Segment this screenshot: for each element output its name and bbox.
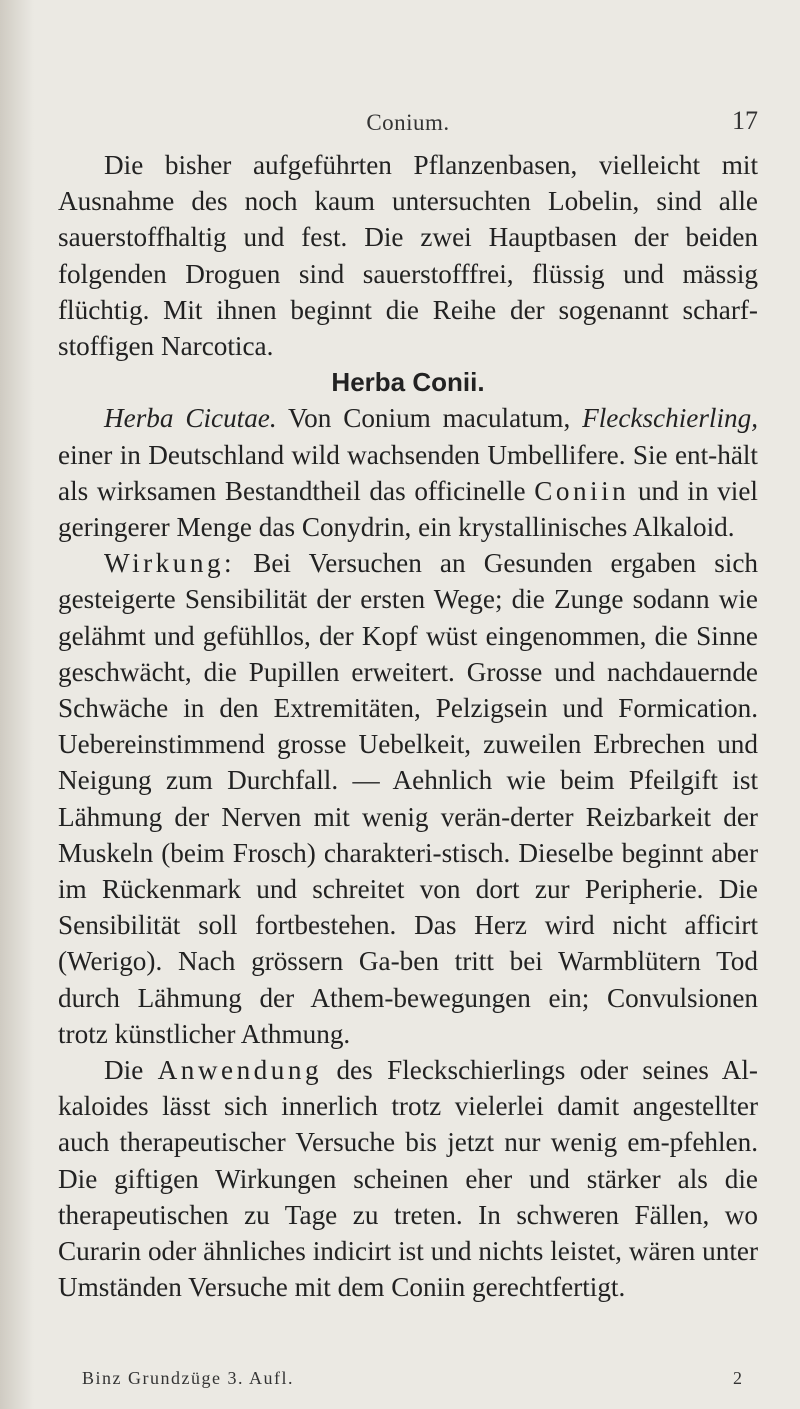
running-head: Conium. bbox=[366, 110, 450, 135]
page-footer bbox=[82, 1368, 742, 1392]
latin-name: Herba Cicutae. bbox=[104, 403, 277, 434]
effect-text: Bei Versuchen an Gesunden ergaben sich gesteigerte Sensibilität der ersten Wege; die Zunge sodann wie gelähmt und gefühllos, der Kopf wüst eingenommen, die Sinne geschwächt, die Pupillen erweitert. Grosse und nachdauernde Schwäche in den Extremitäten, Pelzigsein und Formication. Uebereinstimmend grosse Uebelkeit, zuweilen Erbrechen und Neigung zum Durchfall. — Aehnlich wie beim Pfeilgift ist Lähmung der Nerven mit wenig verän-derter Reizbarkeit der Muskeln (beim Frosch) charakteri-stisch. Dieselbe beginnt aber im Rückenmark und schreitet von dort zur Peripherie. Die Sensibilität soll fortbestehen. Das Herz wird nicht afficirt (Werigo). Nach grössern Ga-ben tritt bei Warmblütern Tod durch Lähmung der Athem-bewegungen ein; Convulsionen trotz künstlicher Athmung. bbox=[58, 548, 758, 1049]
section-title: Herba Conii. bbox=[331, 367, 485, 398]
effect-lead: Wirkung: bbox=[104, 548, 236, 579]
page-edge-shadow bbox=[0, 0, 34, 1409]
description-paragraph bbox=[58, 400, 758, 545]
intro-paragraph: Die bisher aufgeführten Pflanzenbasen, vielleicht mit Ausnahme des noch kaum untersuchten Lobelin, sind alle sauerstoffhaltig und fest. Die zwei Hauptbasen der beiden folgenden Droguen sind sauerstofffrei, flüssig und mässig flüchtig. Mit ihnen beginnt die Reihe der sogenannt scharf-stoffigen Narcotica. bbox=[58, 150, 758, 362]
page-number: 17 bbox=[732, 106, 758, 135]
description-text-3: und in viel geringerer Menge das Conydrin, ein krystallinisches Alkaloid. bbox=[58, 475, 758, 543]
page-body bbox=[58, 147, 758, 1306]
page-header bbox=[58, 106, 758, 142]
description-text-2: einer in Deutschland wild wachsenden Umbellifere. Sie ent-hält als wirksamen Bestandtheil das officinelle bbox=[58, 439, 758, 506]
common-name: Fleckschierling, bbox=[582, 403, 758, 434]
coniin-term: Coniin bbox=[534, 475, 630, 506]
printer-signature: Binz Grundzüge 3. Aufl. bbox=[82, 1368, 294, 1388]
application-text-1: Die bbox=[104, 1055, 158, 1086]
application-text-2: des Fleckschierlings oder seines Al-kaloides lässt sich innerlich trotz vielerlei damit angestellter auch therapeutischer Versuche bis jetzt nur wenig em-pfehlen. Die giftigen Wirkungen scheinen eher und stärker als die therapeutischen zu Tage zu treten. In schweren Fällen, wo Curarin oder ähnliches indicirt ist und nichts leistet, wären unter Umständen Versuche mit dem Coniin gerechtfertigt. bbox=[58, 1055, 758, 1303]
description-text-1: Von Conium maculatum, bbox=[276, 403, 583, 434]
application-term: Anwendung bbox=[157, 1055, 323, 1086]
application-paragraph bbox=[58, 1052, 758, 1305]
signature-number: 2 bbox=[733, 1368, 742, 1388]
effect-paragraph bbox=[58, 545, 758, 1052]
